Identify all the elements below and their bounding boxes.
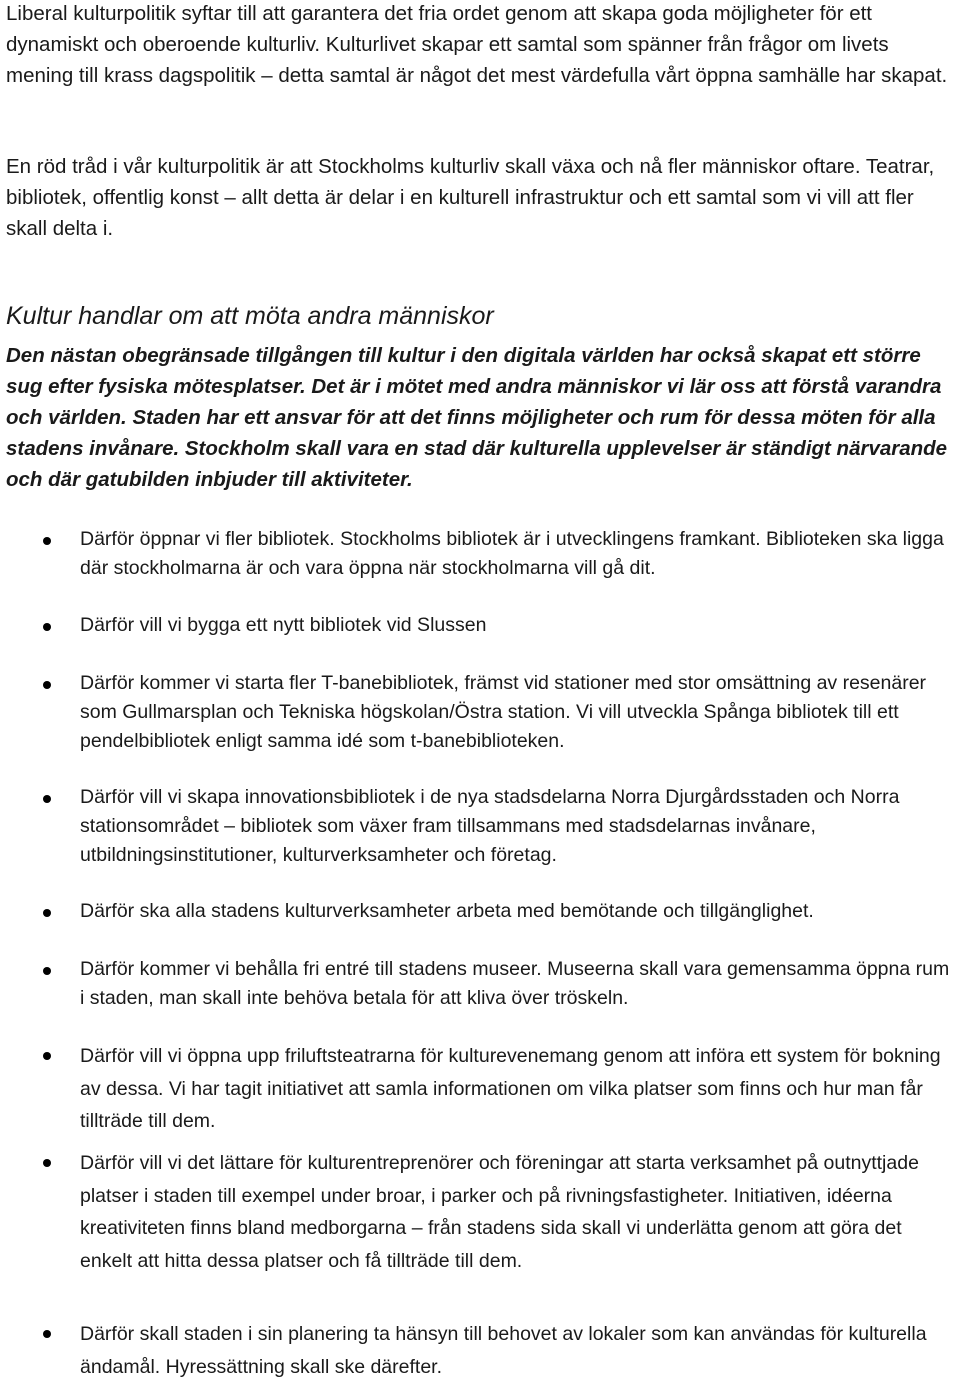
bullet-icon	[43, 537, 51, 545]
list-item-text: Därför vill vi skapa innovationsbibliotek i de nya stadsdelarna Norra Djurgårdsstaden och Norra stationsområdet – bibliotek som växer fram tillsammans med stadsdelarnas invånare, utbildningsinstitutioner, kulturverksamheter och företag.	[80, 786, 900, 866]
bullet-icon	[43, 623, 51, 631]
bullet-icon	[43, 967, 51, 975]
lead-paragraph: Den nästan obegränsade tillgången till kultur i den digitala världen har också skapat ett större sug efter fysiska mötesplatser. Det är i mötet med andra människor vi lär oss att förstå varandra och världen. Staden har ett ansvar för att det finns möjligheter och rum för dessa möten för alla stadens invånare. Stockholm skall vara en stad där kulturella upplevelser är ständigt närvarande och där gatubilden inbjuder till aktiviteter.	[6, 344, 948, 491]
list-item-text: Därför vill vi det lättare för kulturentreprenörer och föreningar att starta verksamhet på outnyttjade platser i staden till exempel under broar, i parker och på rivningsfastigheter. Initiativen, idéerna kreativiteten finns bland medborgarna – från stadens sida skall vi underlätta genom att göra det enkelt att hitta dessa platser och få tillträde till dem.	[80, 1152, 919, 1272]
list-item-text: Därför vill vi öppna upp friluftsteatrarna för kulturevenemang genom att införa ett system för bokning av dessa. Vi har tagit initiativet att samla informationen om vilka platser som finns och hur man får tillträde till dem.	[80, 1045, 941, 1132]
bullet-icon	[43, 1052, 51, 1060]
list-item-text: Därför vill vi bygga ett nytt bibliotek vid Slussen	[80, 614, 487, 636]
list-item-text: Därför öppnar vi fler bibliotek. Stockholms bibliotek är i utvecklingens framkant. Biblioteken ska ligga där stockholmarna är och vara öppna när stockholmarna vill gå dit.	[80, 528, 944, 579]
thread-paragraph: En röd tråd i vår kulturpolitik är att Stockholms kulturliv skall växa och nå fler människor oftare. Teatrar, bibliotek, offentlig konst – allt detta är delar i en kulturell infrastruktur och ett samtal som vi vill att fler skall delta i.	[6, 155, 935, 240]
bullet-icon	[43, 681, 51, 689]
bullet-icon	[43, 1159, 51, 1167]
list-item-text: Därför kommer vi behålla fri entré till stadens museer. Museerna skall vara gemensamma öppna rum i staden, man skall inte behöva betala för att kliva över tröskeln.	[80, 958, 950, 1009]
bullet-icon	[43, 795, 51, 803]
list-item-text: Därför kommer vi starta fler T-banebibliotek, främst vid stationer med stor omsättning av resenärer som Gullmarsplan och Tekniska högskolan/Östra station. Vi vill utveckla Spånga bibliotek till ett pendelbibliotek enligt samma idé som t-banebiblioteken.	[80, 672, 927, 752]
bullet-icon	[43, 1330, 51, 1338]
bullet-icon	[43, 909, 51, 917]
list-item-text: Därför skall staden i sin planering ta hänsyn till behovet av lokaler som kan användas för kulturella ändamål. Hyressättning skall ske därefter.	[80, 1323, 927, 1378]
list-item-text: Därför ska alla stadens kulturverksamheter arbeta med bemötande och tillgänglighet.	[80, 900, 814, 922]
section-heading: Kultur handlar om att möta andra människor	[6, 302, 494, 330]
intro-paragraph: Liberal kulturpolitik syftar till att garantera det fria ordet genom att skapa goda möjligheter för ett dynamiskt och oberoende kulturliv. Kulturlivet skapar ett samtal som spänner från frågor om livets mening till krass dagspolitik – detta samtal är något det mest värdefulla vårt öppna samhälle har skapat.	[6, 2, 948, 87]
